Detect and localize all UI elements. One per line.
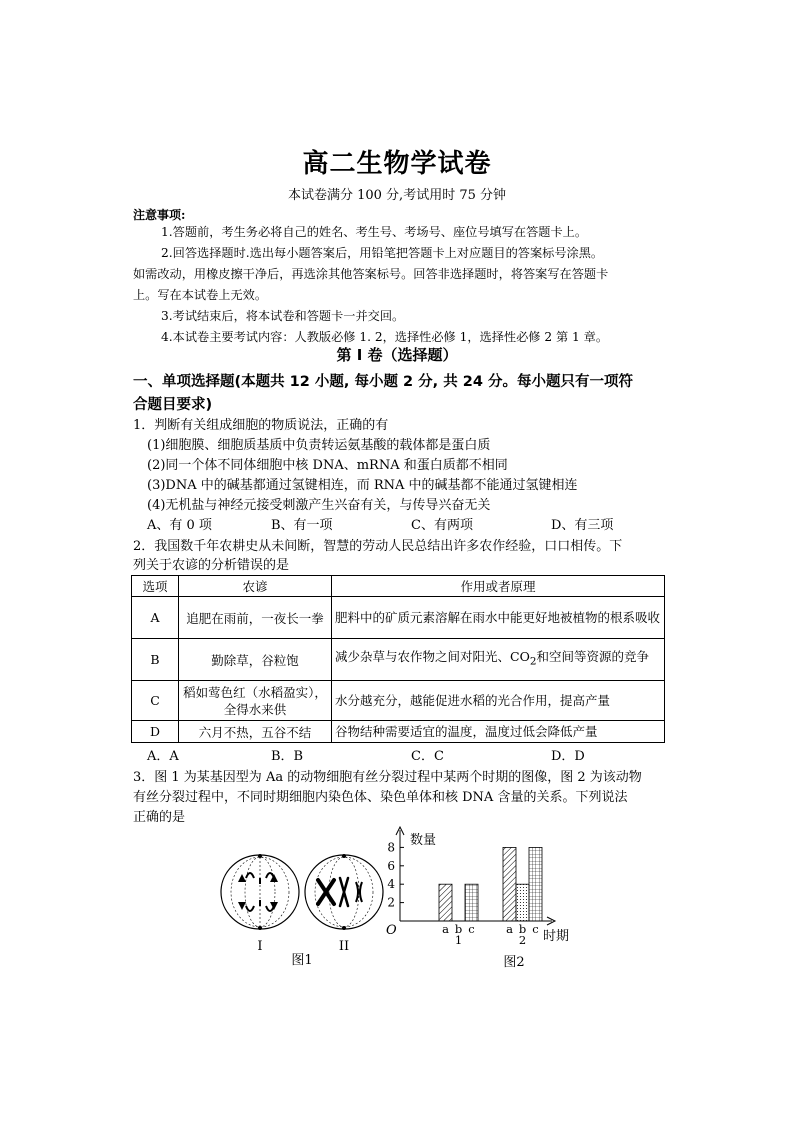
bar-c-1: [465, 884, 478, 921]
q1-item: (1)细胞膜、细胞质基质中负责转运氨基酸的载体都是蛋白质: [147, 438, 491, 453]
q2-stem: 列关于农谚的分析错误的是: [133, 558, 290, 573]
table-cell-option: A: [132, 597, 179, 639]
q2-option-d[interactable]: D．D: [551, 749, 585, 764]
principle-text: 和空间等资源的竞争: [536, 649, 649, 665]
table-row: [132, 639, 665, 681]
part-title: 第 I 卷（选择题）: [336, 346, 458, 364]
table-header: 农谚: [179, 576, 332, 597]
table-row: [132, 681, 665, 721]
bar-letter-label: b: [454, 922, 463, 936]
notice-item: 如需改动，用橡皮擦干净后，再选涂其他答案标号。回答非选择题时，将答案写在答题卡: [133, 267, 609, 281]
bar-a-1: [439, 884, 452, 921]
bar-c-2: [529, 847, 542, 921]
bar-letter-label: a: [506, 922, 513, 936]
table-cell-proverb: 六月不热，五谷不结: [179, 721, 332, 743]
cell-label-1: I: [257, 939, 263, 954]
table-cell-principle: 肥料中的矿质元素溶解在雨水中能更好地被植物的根系吸收: [332, 597, 665, 639]
bar-b-2: [516, 884, 529, 921]
category-label: 1: [454, 933, 463, 947]
q3-stem: 正确的是: [133, 810, 186, 825]
table-header: 作用或者原理: [332, 576, 665, 597]
q1-stem: 1．判断有关组成细胞的物质说法，正确的有: [133, 418, 389, 433]
subscript: 2: [529, 655, 537, 668]
y-tick-label: 2: [387, 895, 395, 910]
notice-item: 上。写在本试卷上无效。: [133, 288, 268, 302]
table-cell-option: B: [132, 639, 179, 681]
notice-item: 4.本试卷主要考试内容：人教版必修 1. 2，选择性必修 1，选择性必修 2 第 1 章。: [161, 330, 609, 344]
q1-options: [147, 516, 667, 536]
q2-option-a[interactable]: A．A: [147, 749, 179, 764]
exam-subtitle: 本试卷满分 100 分,考试用时 75 分钟: [287, 188, 507, 203]
cell-label-2: II: [338, 939, 350, 954]
bar-letter-label: a: [442, 922, 449, 936]
section-title-line: 一、单项选择题(本题共 12 小题, 每小题 2 分, 共 24 分。每小题只有一项符: [133, 374, 633, 390]
table-cell-proverb: 追肥在雨前，一夜长一拳: [179, 597, 332, 639]
table-cell-proverb: 勤除草，谷粒饱: [179, 639, 332, 681]
table-cell-option: D: [132, 721, 179, 743]
table-cell-principle: [332, 639, 665, 681]
y-tick-label: 8: [387, 840, 395, 855]
figure-2-caption: 图2: [503, 955, 525, 970]
q1-item: (4)无机盐与神经元接受刺激产生兴奋有关，与传导兴奋无关: [147, 498, 491, 513]
question3-figure: [210, 826, 590, 976]
figure-1-caption: 图1: [291, 953, 313, 968]
bar-a-2: [503, 847, 516, 921]
q1-item: (2)同一个体不同体细胞中核 DNA、mRNA 和蛋白质都不相同: [147, 458, 508, 473]
y-tick-label: 4: [387, 877, 395, 892]
q2-option-b[interactable]: B．B: [271, 749, 304, 764]
table-row: [132, 721, 665, 743]
q1-item: (3)DNA 中的碱基都通过氢键相连，而 RNA 中的碱基都不能通过氢键相连: [147, 478, 578, 493]
origin-label: O: [386, 923, 397, 938]
q2-options: [147, 747, 667, 767]
x-axis-label: 时期: [543, 929, 570, 944]
principle-text: 减少杂草与农作物之间对阳光、CO: [335, 649, 530, 665]
section-title-line: 合题目要求): [133, 397, 213, 413]
notice-item: 2.回答选择题时.选出每小题答案后，用铅笔把答题卡上对应题目的答案标号涂黑。: [161, 246, 604, 260]
table-cell-proverb: 稻如莺色红（水稻盈实），全得水来供: [179, 681, 332, 721]
bar-letter-label: c: [532, 922, 539, 936]
table-cell-option: C: [132, 681, 179, 721]
cell-diagram-2: [305, 854, 383, 930]
table-cell-principle: 水分越充分，越能促进水稻的光合作用，提高产量: [332, 681, 665, 721]
q1-option-b[interactable]: B、有一项: [271, 518, 333, 533]
notice-heading: 注意事项:: [133, 208, 186, 222]
q1-option-c[interactable]: C、有两项: [411, 518, 473, 533]
exam-title: 高二生物学试卷: [302, 149, 492, 179]
notice-list: [133, 222, 667, 348]
section-title: [133, 371, 673, 417]
y-axis-label: 数量: [410, 833, 437, 848]
q3-stem: 3．图 1 为某基因型为 Aa 的动物细胞有丝分裂过程中某两个时期的图像，图 2 为该动物: [133, 770, 642, 785]
y-tick-label: 6: [387, 858, 395, 873]
q3-stem: 有丝分裂过程中，不同时期细胞内染色体、染色单体和核 DNA 含量的关系。下列说法: [133, 790, 628, 805]
bar-letter-label: c: [468, 922, 475, 936]
notice-item: 3.考试结束后，将本试卷和答题卡一并交回。: [161, 309, 405, 323]
bar-letter-label: b: [518, 922, 527, 936]
table-header-row: [132, 576, 665, 597]
cell-diagram-1: [221, 854, 299, 930]
bar-chart: [386, 827, 569, 970]
q1-option-a[interactable]: A、有 0 项: [147, 518, 212, 533]
table-header: 选项: [132, 576, 179, 597]
table-cell-principle: 谷物结种需要适宜的温度，温度过低会降低产量: [332, 721, 665, 743]
q2-stem: 2．我国数千年农耕史从未间断，智慧的劳动人民总结出许多农作经验，口口相传。下: [133, 539, 623, 554]
q2-option-c[interactable]: C．C: [411, 749, 444, 764]
category-label: 2: [518, 933, 527, 947]
table-row: [132, 597, 665, 639]
notice-item: 1.答题前，考生务必将自己的姓名、考生号、考场号、座位号填写在答题卡上。: [161, 225, 588, 239]
proverb-table: [131, 575, 665, 743]
q1-option-d[interactable]: D、有三项: [551, 518, 614, 533]
